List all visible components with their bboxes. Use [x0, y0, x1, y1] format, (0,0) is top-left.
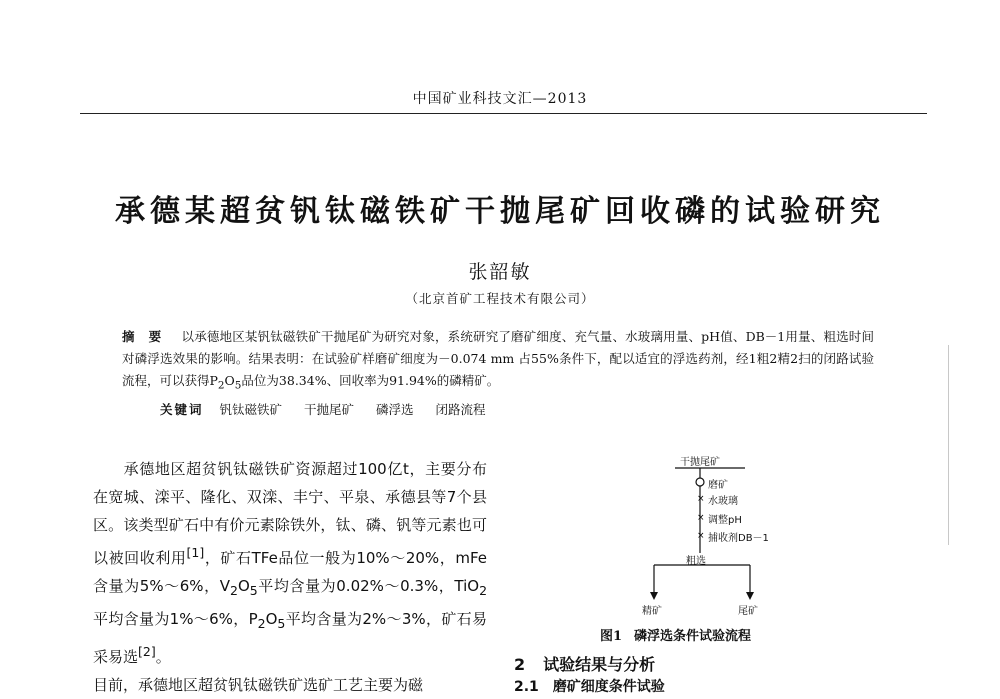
- keyword: 闭路流程: [435, 402, 486, 417]
- citation: [1]: [186, 545, 205, 560]
- figure-number: 图1: [600, 629, 623, 644]
- flow-tailings-label: 尾矿: [738, 606, 758, 617]
- body-column-left: [93, 455, 487, 699]
- flow-rougher-label: 粗选: [686, 556, 706, 567]
- citation: [2]: [138, 644, 156, 659]
- flow-concentrate-label: 精矿: [642, 606, 662, 617]
- svg-text:×: ×: [697, 513, 705, 523]
- flow-step: 捕收剂DB－1: [708, 533, 769, 544]
- abstract-label: 摘要: [122, 329, 176, 344]
- abstract: [122, 326, 874, 397]
- journal-header: 中国矿业科技文汇—2013: [412, 91, 588, 107]
- paper-title: 承德某超贫钒钛磁铁矿干抛尾矿回收磷的试验研究: [115, 194, 885, 229]
- subsection-number: 2.1: [514, 679, 539, 695]
- svg-text:×: ×: [697, 494, 705, 504]
- flow-step: 调整pH: [708, 515, 742, 526]
- flow-step: 磨矿: [708, 480, 728, 491]
- svg-text:×: ×: [697, 531, 705, 541]
- author-name: 张韶敏: [468, 261, 532, 283]
- figure-caption: [600, 625, 820, 644]
- body-paragraph-1: 承德地区超贫钒钛磁铁矿资源超过100亿t，主要分布在宽城、滦平、隆化、双滦、丰宁、平泉、承德县等7个县区。该类型矿石中有价元素除铁外，钛、磷、钒等元素也可以被回收利用[1]，矿石TFe品位一般为10%～20%，mFe含量为5%～6%，$V_2O_5$平均含量为0.02%～0.3%，TiO$_2$平均含量为1%～6%，$P_2O_5$平均含量为2%～3%，矿石易采易选[2]。: [93, 460, 488, 666]
- section-title: 试验结果与分析: [543, 655, 656, 674]
- header-rule: [80, 113, 927, 114]
- section-heading: [514, 652, 655, 675]
- figure-caption-text: 磷浮选条件试验流程: [634, 629, 752, 644]
- keyword: 钒钛磁铁矿: [219, 402, 283, 417]
- subsection-heading: [514, 676, 665, 696]
- scan-artifact-line: [948, 345, 949, 545]
- subsection-title: 磨矿细度条件试验: [552, 679, 665, 695]
- keywords: [160, 400, 504, 418]
- author-affiliation: （北京首矿工程技术有限公司）: [405, 291, 595, 306]
- flowchart: [600, 448, 860, 628]
- section-number: 2: [514, 655, 526, 674]
- flow-step: 水玻璃: [708, 496, 738, 507]
- keywords-label: 关键词: [160, 402, 204, 417]
- keyword: 干抛尾矿: [304, 402, 355, 417]
- flow-feed-label: 干抛尾矿: [680, 457, 720, 468]
- keyword: 磷浮选: [376, 402, 414, 417]
- abstract-text: 以承德地区某钒钛磁铁矿干抛尾矿为研究对象，系统研究了磨矿细度、充气量、水玻璃用量、pH值、DB－1用量、粗选时间对磷浮选效果的影响。结果表明：在试验矿样磨矿细度为－0.074 mm 占55%条件下，配以适宜的浮选药剂，经1粗2精2扫的闭路试验流程，可以获得$P_2O_5$品位为38.34%、回收率为91.94%的磷精矿。: [122, 329, 874, 392]
- body-paragraph-2: 目前，承德地区超贫钒钛磁铁矿选矿工艺主要为磁: [93, 676, 424, 694]
- grinding-node: [696, 478, 704, 486]
